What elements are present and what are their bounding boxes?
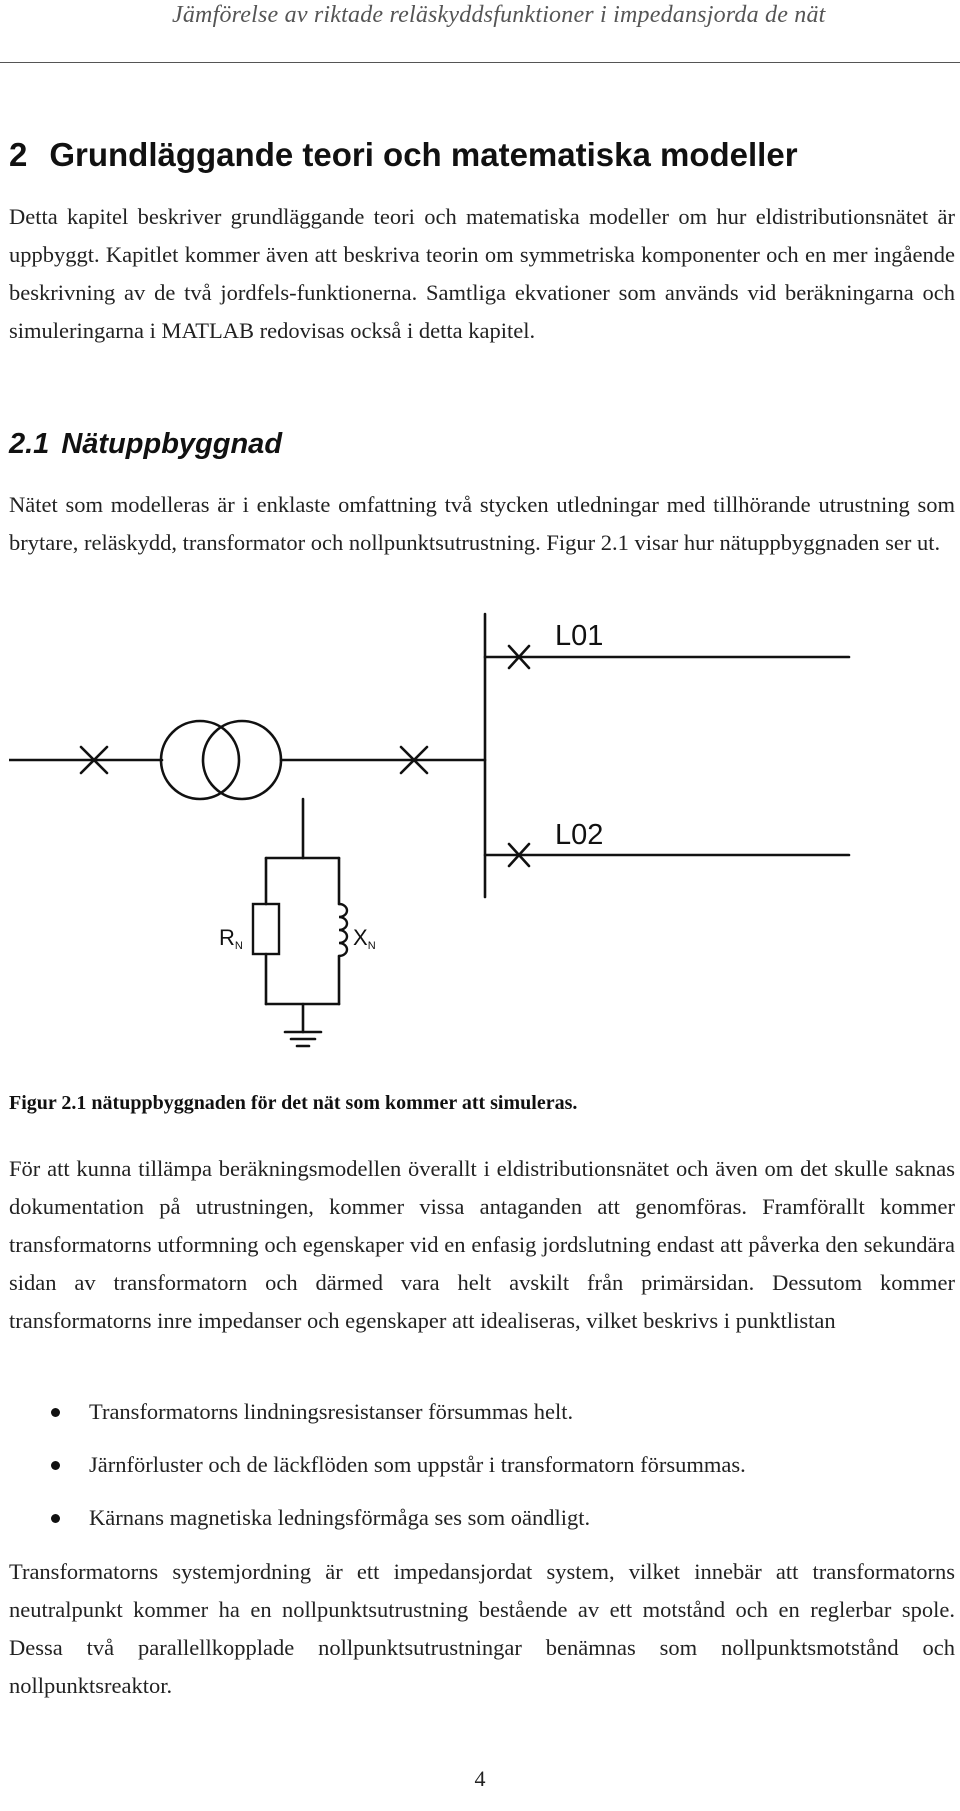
network-diagram: [9, 612, 869, 1062]
assumptions-paragraph: För att kunna tillämpa beräkningsmodellen överallt i eldistributionsnätet och även om det skulle saknas dokumentation på utrustningen, kommer vissa antaganden att genomföras. Framförallt kommer transformatorns utformning och egenskaper vid en enfasig jordslutning endast att påverka den sekundära sidan av transformatorn och därmed vara helt avskilt från primärsidan. Dessutom kommer transformatorns inre impedanser och egenskaper att idealiseras, vilket beskrivs i punktlistan: [9, 1156, 955, 1333]
bullet-icon: [51, 1408, 60, 1417]
running-title: Jämförelse av riktade reläskyddsfunktioner i impedansjorda de nät: [172, 2, 826, 28]
list-item-text: Järnförluster och de läckflöden som uppstår i transformatorn försummas.: [89, 1452, 746, 1477]
section-heading: [9, 428, 282, 461]
chapter-number: 2: [9, 136, 28, 173]
resistor-icon: [253, 904, 279, 954]
grounding-paragraph: Transformatorns systemjordning är ett impedansjordat system, vilket innebär att transformatorns neutralpunkt kommer ha en nollpunktsutrustning bestående av ett motstånd och en reglerbar spole. Dessa två parallellkopplade nollpunktsutrustningar benämnas som nollpunktsmotstånd och nollpunktsreaktor.: [9, 1559, 955, 1698]
ground-icon: [285, 1032, 321, 1046]
figure-caption: Figur 2.1 nätuppbyggnaden för det nät som kommer att simuleras.: [9, 1092, 578, 1114]
bullet-icon: [51, 1514, 60, 1523]
chapter-title: Grundläggande teori och matematiska modeller: [49, 136, 798, 173]
label-l02: L02: [555, 819, 604, 851]
label-rn: [219, 925, 243, 952]
network-paragraph: Nätet som modelleras är i enklaste omfattning två stycken utledningar med tillhörande utrustning som brytare, reläskydd, transformator och nollpunktsutrustning. Figur 2.1 visar hur nätuppbyggnaden ser ut.: [9, 492, 955, 555]
list-item-text: Kärnans magnetiska ledningsförmåga ses som oändligt.: [89, 1505, 591, 1530]
intro-paragraph: Detta kapitel beskriver grundläggande teori och matematiska modeller om hur eldistributionsnätet är uppbyggt. Kapitlet kommer även att beskriva teorin om symmetriska komponenter och en mer ingående beskrivning av de två jordfels-funktionerna. Samtliga ekvationer som används vid beräkningarna och simuleringarna i MATLAB redovisas också i detta kapitel.: [9, 204, 955, 343]
chapter-heading: [9, 136, 798, 174]
label-rn-main: R: [219, 925, 235, 950]
reactor-coil-icon: [339, 904, 347, 956]
assumptions-list: [9, 1393, 955, 1552]
section-title: Nätuppbyggnad: [61, 428, 283, 460]
page-number: 4: [474, 1766, 486, 1791]
transformer-primary-winding: [161, 721, 239, 799]
list-item: [9, 1393, 955, 1446]
list-item-text: Transformatorns lindningsresistanser försummas helt.: [89, 1399, 574, 1424]
label-xn: [353, 925, 376, 952]
running-header: [0, 0, 960, 63]
transformer-secondary-winding: [203, 721, 281, 799]
section-number: 2.1: [9, 428, 50, 460]
label-xn-sub: N: [367, 940, 376, 952]
label-l01: L01: [555, 620, 604, 652]
bullet-icon: [51, 1461, 60, 1470]
label-xn-main: X: [353, 925, 368, 950]
list-item: [9, 1446, 955, 1499]
label-rn-sub: N: [234, 940, 243, 952]
list-item: [9, 1499, 955, 1552]
